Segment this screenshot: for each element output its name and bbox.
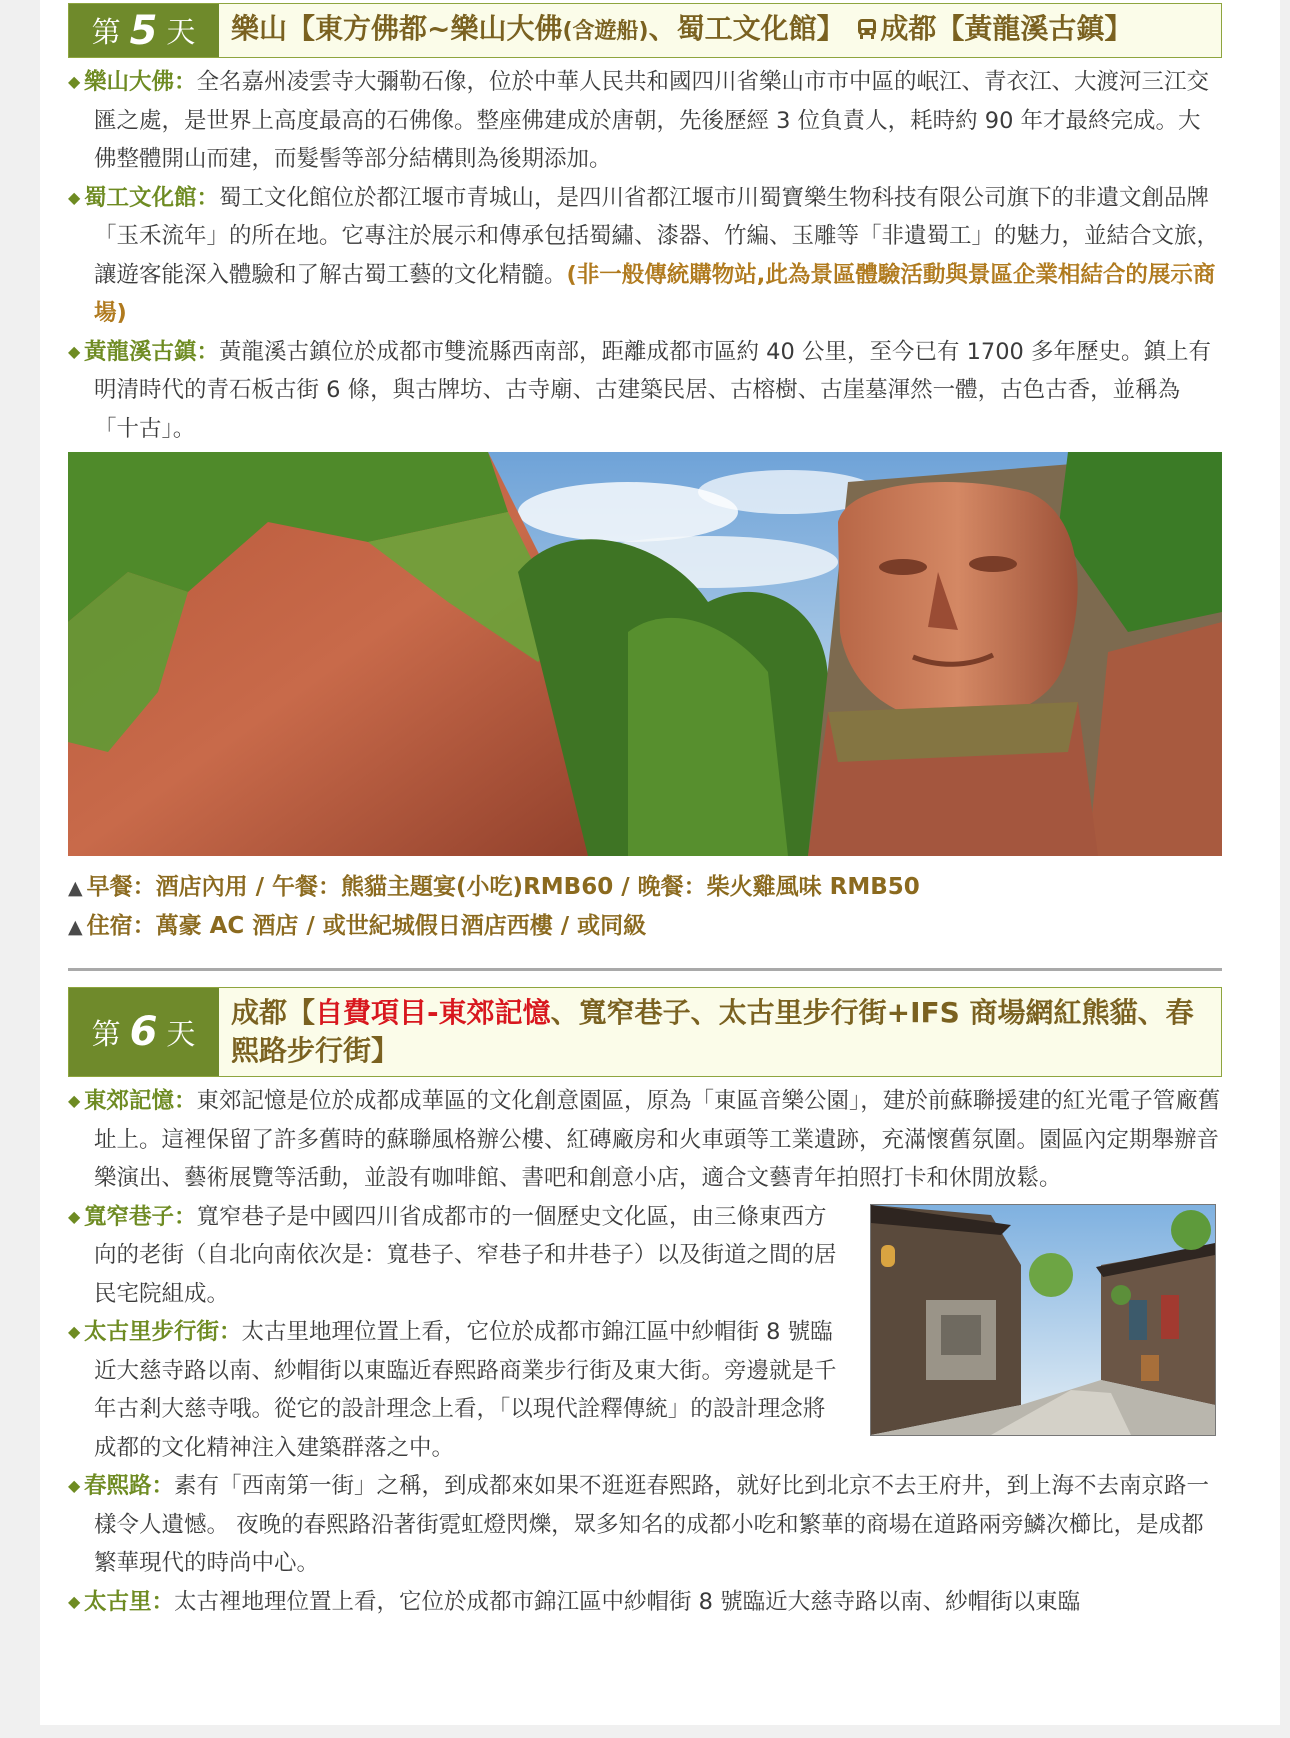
item-name: 太古里步行街： <box>84 1319 242 1345</box>
day6-title <box>219 988 1221 1076</box>
day-label-prefix: 第 <box>91 15 122 49</box>
item-name: 寬窄巷子： <box>84 1203 197 1230</box>
hotel-line <box>68 907 1222 946</box>
day5-badge <box>69 4 219 57</box>
day6-badge <box>69 988 219 1076</box>
list-item <box>68 1082 1222 1198</box>
diamond-bullet-icon: ◆ <box>68 1322 81 1341</box>
itinerary-page <box>40 0 1280 1725</box>
day5-title-part3: 成都【黃龍溪古鎮】 <box>880 12 1133 45</box>
day-number: 5 <box>129 7 159 54</box>
item-text: 太古裡地理位置上看，它位於成都市錦江區中紗帽街 8 號臨近大慈寺路以南、紗帽街以東臨 <box>174 1588 1081 1615</box>
day5-items <box>68 63 1222 448</box>
diamond-bullet-icon: ◆ <box>68 1476 81 1495</box>
item-text: 太古里地理位置上看，它位於成都市錦江區中紗帽街 8 號臨近大慈寺路以南、紗帽街以東臨近春熙路商業步行街及東大街。旁邊就是千年古剎大慈寺哦。從它的設計理念上看，「以現代詮釋傳統」的設計理念將成都的文化精神注入建築群落之中。 <box>94 1319 837 1461</box>
item-name: 黃龍溪古鎮： <box>84 338 220 365</box>
meals-line <box>68 868 1222 907</box>
bus-icon <box>856 13 878 51</box>
day-label-suffix: 天 <box>166 15 197 49</box>
day5-meals <box>68 868 1222 946</box>
day6-header <box>68 987 1222 1077</box>
section-divider <box>68 968 1222 971</box>
diamond-bullet-icon: ◆ <box>68 72 81 91</box>
day-number: 6 <box>129 1009 159 1055</box>
day5-title-small: (含遊船) <box>562 19 649 44</box>
triangle-bullet-icon: ▲ <box>68 877 83 899</box>
item-name: 春熙路： <box>84 1473 175 1499</box>
triangle-bullet-icon: ▲ <box>68 916 83 938</box>
diamond-bullet-icon: ◆ <box>68 1591 81 1611</box>
day6-items <box>68 1082 1222 1621</box>
item-text: 寬窄巷子是中國四川省成都市的一個歷史文化區，由三條東西方向的老街（自北向南依次是：寬巷子、窄巷子和井巷子）以及街道之間的居民宅院組成。 <box>94 1203 837 1307</box>
item-text: 素有「西南第一街」之稱，到成都來如果不逛逛春熙路，就好比到北京不去王府井，到上海不去南京路一樣令人遺憾。 夜晚的春熙路沿著街霓虹燈閃爍，眾多知名的成都小吃和繁華的商場在道路兩旁鱗次櫛比，是成都繁華現代的時尚中心。 <box>94 1473 1210 1576</box>
diamond-bullet-icon: ◆ <box>68 341 81 361</box>
meals-text: 早餐：酒店內用 / 午餐：熊貓主題宴(小吃)RMB60 / 晚餐：柴火雞風味 RMB50 <box>86 874 920 900</box>
day5-header <box>68 3 1222 58</box>
list-item <box>68 333 1222 449</box>
leshan-buddha-photo <box>68 452 1222 856</box>
item-name: 太古里： <box>84 1588 175 1615</box>
item-text: 東郊記憶是位於成都成華區的文化創意園區，原為「東區音樂公園」，建於前蘇聯援建的紅光電子管廠舊址上。這裡保留了許多舊時的蘇聯風格辦公樓、紅磚廠房和火車頭等工業遺跡，充滿懷舊氛圍。園區內定期舉辦音樂演出、藝術展覽等活動，並設有咖啡館、書吧和創意小店，適合文藝青年拍照打卡和休閒放鬆。 <box>94 1088 1221 1191</box>
diamond-bullet-icon: ◆ <box>68 1091 81 1110</box>
day-label-prefix: 第 <box>91 1016 122 1051</box>
item-text: 蜀工文化館位於都江堰市青城山，是四川省都江堰市川蜀寶樂生物科技有限公司旗下的非遺文創品牌「玉禾流年」的所在地。它專注於展示和傳承包括蜀繡、漆器、竹編、玉雕等「非遺蜀工」的魅力，並結合文旅，讓遊客能深入體驗和了解古蜀工藝的文化精髓。 <box>94 184 1220 288</box>
list-item <box>68 179 1222 333</box>
day6-title-optional: 自費項目-東郊記憶 <box>315 996 551 1029</box>
day6-title-part1: 成都【 <box>231 996 316 1029</box>
list-item <box>68 63 1222 179</box>
item-text: 全名嘉州凌雲寺大彌勒石像，位於中華人民共和國四川省樂山市市中區的岷江、青衣江、大渡河三江交匯之處，是世界上高度最高的石佛像。整座佛建成於唐朝，先後歷經 3 位負責人，耗時約 90 年才最終完成。大佛整體開山而建，而髮髻等部分結構則為後期添加。 <box>94 69 1210 172</box>
hotel-text: 住宿：萬豪 AC 酒店 / 或世紀城假日酒店西樓 / 或同級 <box>86 913 647 939</box>
day5-title <box>219 4 1221 57</box>
kuanzhai-alley-photo <box>870 1204 1216 1436</box>
item-name: 樂山大佛： <box>84 69 197 95</box>
item-note: (非一般傳統購物站,此為景區體驗活動與景區企業相結合的展示商場) <box>94 261 1216 326</box>
day5-title-part2: 、蜀工文化館】 <box>648 12 845 45</box>
diamond-bullet-icon: ◆ <box>68 187 81 207</box>
diamond-bullet-icon: ◆ <box>68 1206 81 1226</box>
day5-title-part1: 樂山【東方佛都~樂山大佛 <box>231 12 563 45</box>
item-name: 東郊記憶： <box>84 1088 197 1114</box>
item-text: 黃龍溪古鎮位於成都市雙流縣西南部，距離成都市區約 40 公里，至今已有 1700 多年歷史。鎮上有明清時代的青石板古街 6 條，與古牌坊、古寺廟、古建築民居、古榕樹、古崖墓渾然一體，古色古香，並稱為「十古」。 <box>94 338 1212 442</box>
list-item <box>68 1467 1222 1583</box>
list-item <box>68 1583 1222 1622</box>
day6-title-part2: 、寬窄巷子、太古里步行街+IFS 商場網紅熊貓、春熙路步行街】 <box>231 996 1194 1067</box>
itinerary-content <box>68 0 1222 1621</box>
day-label-suffix: 天 <box>166 1016 197 1051</box>
item-name: 蜀工文化館： <box>84 184 220 211</box>
